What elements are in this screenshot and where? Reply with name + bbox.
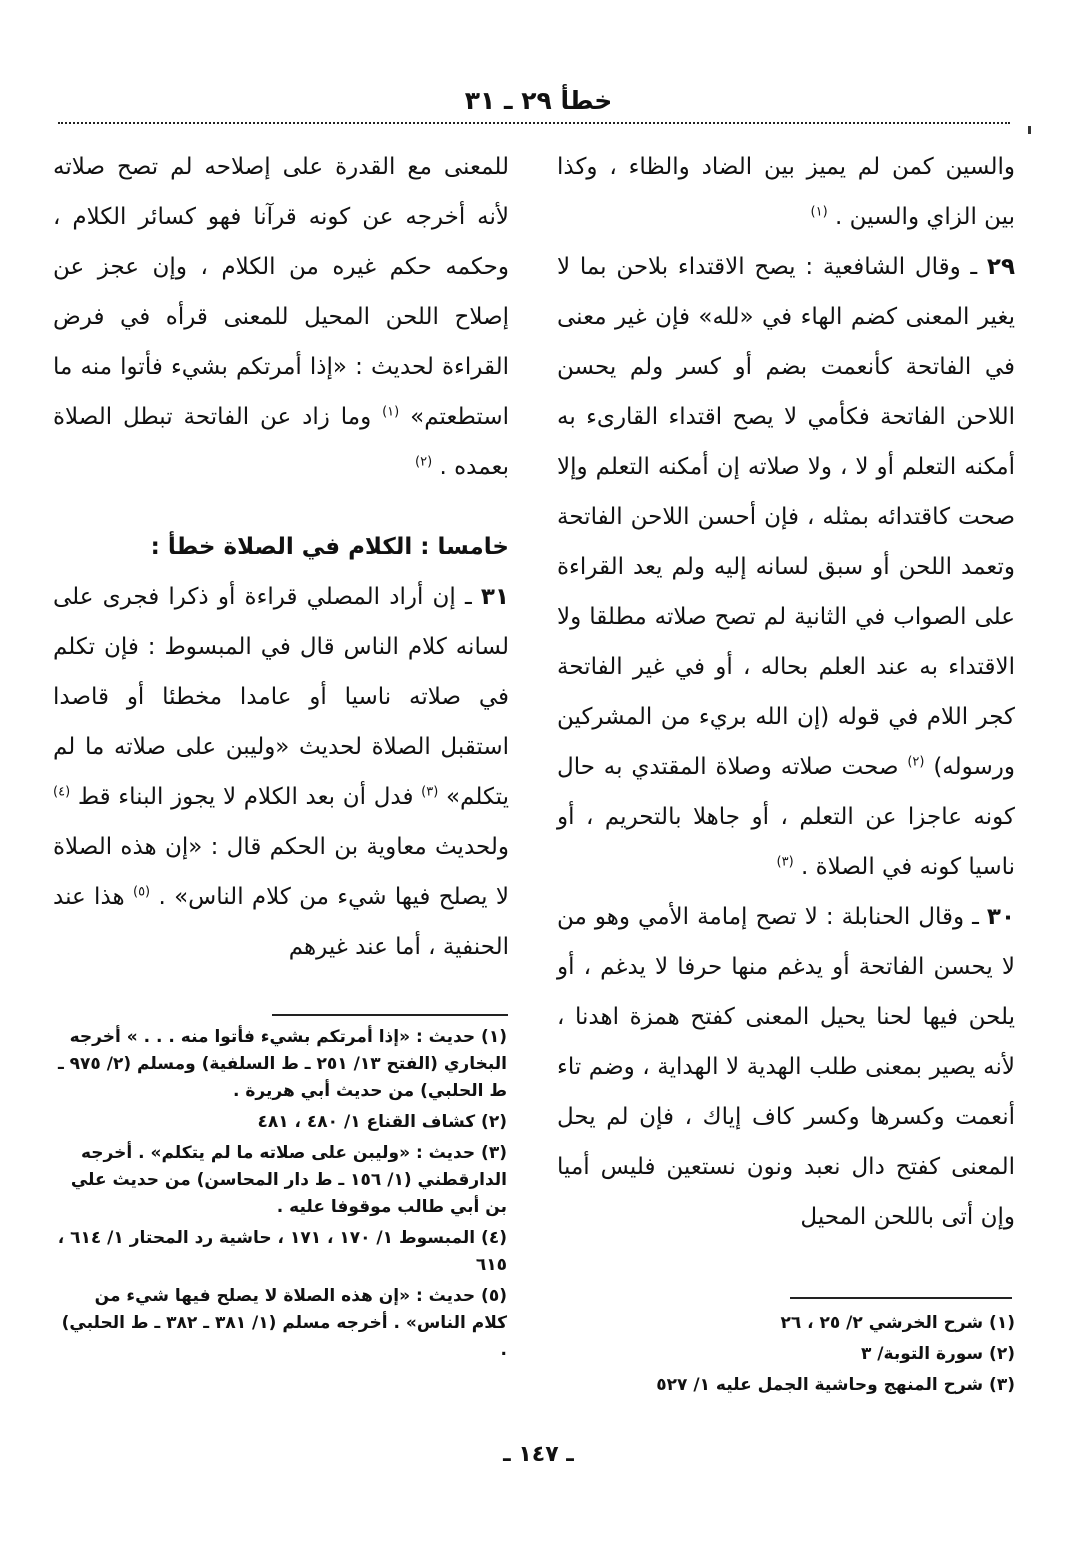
- footnote-item: (٣) شرح المنهج وحاشية الجمل عليه ١/ ٥٢٧: [656, 1375, 1015, 1395]
- footnote-item: (١) حديث : «إذا أمرتكم بشيء فأتوا منه . . . » أخرجه البخاري (الفتح ١٣/ ٢٥١ ـ ط السلفية) ومسلم (٢/ ٩٧٥ ـ ط الحلبي) من حديث أبي هريرة .: [57, 1027, 507, 1101]
- margin-mark: [1028, 126, 1031, 134]
- footnotes-left: [55, 1024, 507, 1368]
- paragraph-continuation: [557, 142, 1015, 242]
- footnote-ref: (٢): [907, 754, 925, 770]
- paragraph-text: هذا عند الحنفية ، أما عند غيرهم: [53, 884, 509, 960]
- item-number: ٣١: [480, 584, 509, 610]
- footnote-ref: (١): [382, 404, 400, 420]
- right-column: [557, 142, 1015, 1242]
- paragraph-text: ولحديث معاوية بن الحكم قال : «إن هذه الصلاة لا يصلح فيها شيء من كلام الناس» .: [53, 834, 510, 910]
- footnote-item: (٣) حديث : «وليبن على صلاته ما لم يتكلم» . أخرجه الدارقطني (١/ ١٥٦ ـ ط دار المحاسن) من حديث علي بن أبي طالب موقوفا عليه .: [70, 1143, 507, 1217]
- paragraph-29: [557, 242, 1015, 892]
- paragraph-31: [53, 572, 509, 972]
- footnote-ref: (٤): [53, 784, 71, 800]
- footnote-item: (٢) سورة التوبة/ ٣: [861, 1344, 1015, 1364]
- item-number: ٢٩: [986, 254, 1015, 280]
- footnote-item: (٥) حديث : «إن هذه الصلاة لا يصلح فيها شيء من كلام الناس» . أخرجه مسلم (١/ ٣٨١ ـ ٣٨٢ ـ ط الحلبي) .: [61, 1286, 507, 1360]
- paragraph-text: فدل أن بعد الكلام لا يجوز البناء قط: [77, 784, 414, 810]
- footnote-ref: (٢): [415, 454, 433, 470]
- paragraph-text: للمعنى مع القدرة على إصلاحه لم تصح صلاته لأنه أخرجه عن كونه قرآنا فهو كسائر الكلام ، وحكمه حكم غيره من الكلام ، وإن عجز عن إصلاح اللحن المحيل للمعنى قرأه في فرض القراءة لحديث : «إذا أمرتكم بشيء فأتوا منه ما استطعتم»: [53, 154, 510, 430]
- paragraph-text: وما زاد عن الفاتحة تبطل الصلاة بعمده .: [53, 404, 509, 480]
- paragraph-text: والسين كمن لم يميز بين الضاد والظاء ، وكذا بين الزاي والسين .: [557, 154, 1015, 230]
- running-header-title: خطأ ٢٩ ـ ٣١: [464, 86, 613, 115]
- paragraph-text: ـ وقال الحنابلة : لا تصح إمامة الأمي وهو من لا يحسن الفاتحة أو يدغم منها حرفا لا يدغم ، أو يلحن فيها لحنا يحيل المعنى كفتح همزة اهدنا ، لأنه يصير بمعنى طلب الهدية لا الهداية ، وضم تاء أنعمت وكسرها وكسر كاف إياك ، فإن لم يحل المعنى كفتح دال نعبد ونون نستعين فليس أميا وإن أتى باللحن المحيل: [557, 904, 1015, 1230]
- page-number: ـ ١٤٧ ـ: [503, 1442, 574, 1467]
- footnote-ref: (٥): [132, 884, 151, 900]
- paragraph-text: ـ وقال الشافعية : يصح الاقتداء بلاحن بما لا يغير المعنى كضم الهاء في «لله» فإن غير معنى في الفاتحة كأنعمت بضم أو كسر ولم يحسن اللاحن الفاتحة فكأمي لا يصح اقتداء القارىء به أمكنه التعلم أو لا ، ولا صلاته إن أمكنه التعلم وإلا صحت كاقتدائه بمثله ، فإن أحسن اللاحن الفاتحة وتعمد اللحن أو سبق لسانه إليه ولم يعد القراءة على الصواب في الثانية لم تصح صلاته مطلقا ولا الاقتداء به عند العلم بحاله ، أو في غير الفاتحة كجر اللام في قوله (إن الله بريء من المشركين ورسوله): [557, 254, 1015, 780]
- paragraph-text: صحت صلاته وصلاة المقتدي به حال كونه عاجزا عن التعلم ، أو جاهلا بالتحريم ، أو ناسيا كونه في الصلاة .: [557, 754, 1015, 880]
- footnote-item: (٤) المبسوط ١/ ١٧٠ ، ١٧١ ، حاشية رد المحتار ١/ ٦١٤ ، ٦١٥: [57, 1228, 507, 1275]
- footnotes-right: [557, 1296, 1015, 1403]
- paragraph-continuation: [53, 142, 509, 492]
- footnote-item: (٢) كشاف القناع ١/ ٤٨٠ ، ٤٨١: [257, 1112, 507, 1132]
- paragraph-text: ـ إن أراد المصلي قراءة أو ذكرا فجرى على لسانه كلام الناس قال في المبسوط : فإن تكلم في صلاته ناسيا أو عامدا مخطئا أو قاصدا استقبل الصلاة لحديث «وليبن على صلاته ما لم يتكلم»: [53, 584, 510, 810]
- left-column: [53, 142, 509, 972]
- footnote-ref: (٣): [776, 854, 794, 870]
- section-heading: خامسا : الكلام في الصلاة خطأ :: [150, 534, 509, 560]
- footnote-ref: (١): [810, 204, 828, 220]
- footnote-item: (١) شرح الخرشي ٢/ ٢٥ ، ٢٦: [780, 1313, 1015, 1333]
- footnote-ref: (٣): [421, 784, 439, 800]
- item-number: ٣٠: [986, 904, 1015, 930]
- header-dotted-rule: [58, 122, 1010, 124]
- paragraph-30: [557, 892, 1015, 1242]
- footnote-rule: [272, 1014, 508, 1016]
